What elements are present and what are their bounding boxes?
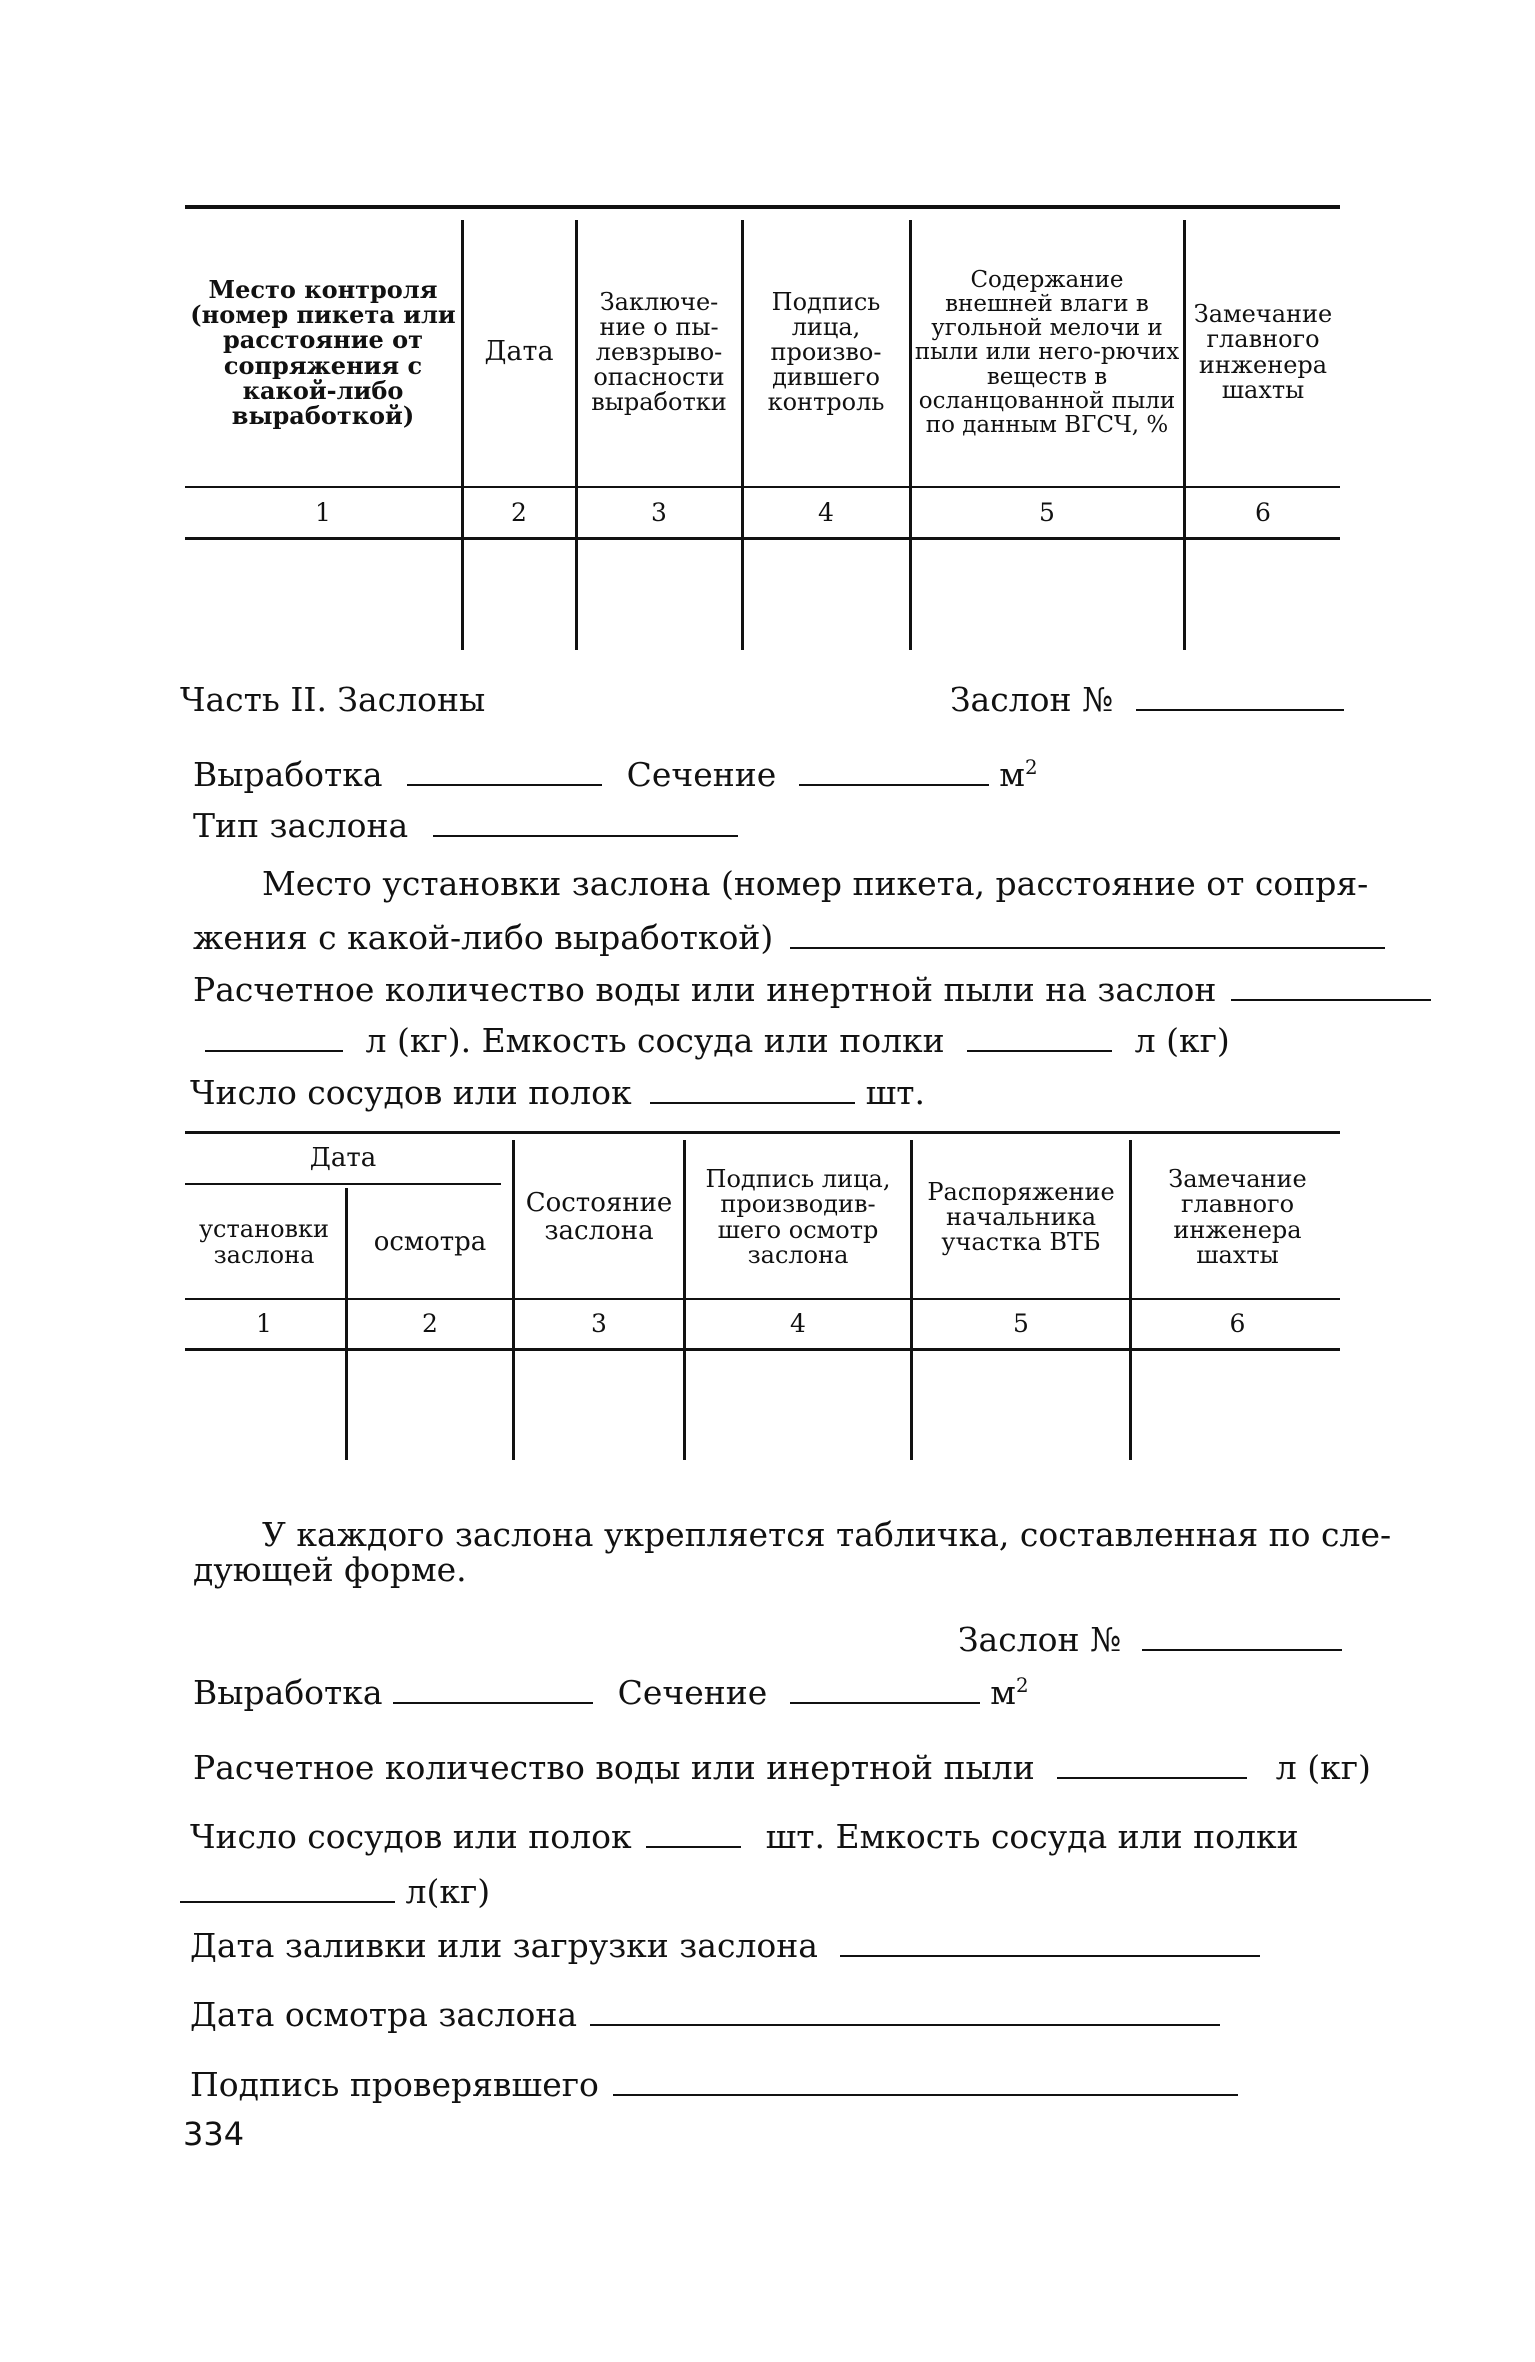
plate-intro-line-1: У каждого заслона укрепляется табличка, составленная по сле-	[262, 1515, 1392, 1554]
plate-vyrabotka-label: Выработка	[193, 1673, 383, 1712]
plate-data-zalivki-label: Дата заливки или загрузки заслона	[190, 1926, 818, 1965]
chislo-line	[190, 1073, 925, 1112]
table-2-column-number: 1	[256, 1308, 272, 1338]
chislo-label: Число сосудов или полок	[190, 1073, 632, 1112]
table-2-column-number: 2	[422, 1308, 438, 1338]
part-title: Часть II. Заслоны	[180, 680, 486, 719]
table-2-number-rule	[185, 1348, 1340, 1351]
zaslon-number-field	[950, 680, 1344, 719]
plate-vyrabotka-blank	[393, 1701, 593, 1704]
plate-raschet-blank	[1057, 1776, 1247, 1779]
page-number: 334	[183, 2115, 245, 2153]
plate-unit-lkg: л (кг)	[1275, 1748, 1371, 1787]
raschet-cont-line	[205, 1021, 1230, 1060]
table-2-column-number: 6	[1229, 1308, 1246, 1338]
raschet-blank	[1231, 998, 1431, 1001]
table-2-column-number: 3	[591, 1308, 607, 1338]
plate-raschet-label: Расчетное количество воды или инертной пыли	[193, 1748, 1035, 1787]
table-2-column-number: 4	[790, 1308, 806, 1338]
plate-zaslon-field	[958, 1620, 1342, 1659]
table-1-header-cell: Содержание внешней влаги в угольной мелочи и пыли или него-рючих веществ в осланцованной пыли по данным ВГСЧ, %	[914, 267, 1180, 438]
zaslon-number-blank	[1136, 708, 1344, 711]
vyrabotka-label: Выработка	[193, 755, 383, 794]
table-1-header-cell: Подпись лица, произво-дившего контроль	[767, 287, 885, 417]
table-2-header-rule	[185, 1298, 1340, 1300]
plate-chislo-unit: шт. Емкость сосуда или полки	[765, 1817, 1299, 1856]
raschet-cont-label: л (кг). Емкость сосуда или полки	[365, 1021, 945, 1060]
plate-vyrabotka-line	[193, 1673, 1029, 1712]
mesto-blank	[790, 946, 1385, 949]
mesto-line-1: Место установки заслона (номер пикета, расстояние от сопря-	[262, 864, 1369, 903]
plate-lkg-compact: л(кг)	[405, 1872, 491, 1911]
plate-data-osmotra-blank	[590, 2023, 1220, 2026]
table-2-header-cell: Замечание главного инженера шахты	[1168, 1165, 1307, 1269]
table-2-column-number: 5	[1013, 1308, 1029, 1338]
tip-blank	[433, 834, 738, 837]
table-1-column-number: 3	[651, 497, 667, 527]
raschet-amount-blank	[205, 1049, 343, 1052]
table-1-column-number: 1	[315, 497, 331, 527]
plate-podpis-label: Подпись проверявшего	[190, 2065, 599, 2104]
vyrabotka-line	[193, 755, 1038, 794]
unit-m2: м	[999, 755, 1025, 794]
table-2-header-cell: Подпись лица, производив-шего осмотр заслона	[705, 1165, 891, 1269]
table-2-top-rule	[185, 1131, 1340, 1134]
table-1-number-rule	[185, 537, 1340, 540]
plate-unit-m2: м	[990, 1673, 1016, 1712]
plate-podpis-line	[190, 2065, 1238, 2104]
table-1-header-cell: Дата	[484, 336, 554, 368]
plate-raschet-line	[193, 1748, 1371, 1787]
plate-chislo-blank	[646, 1845, 741, 1848]
table-2-date-group-header: Дата	[309, 1143, 377, 1174]
plate-data-osmotra-line	[190, 1995, 1220, 2034]
table-1-header-cell: Замечание главного инженера шахты	[1193, 300, 1333, 404]
table-1-column-number: 5	[1039, 497, 1055, 527]
plate-emkost-line	[180, 1872, 490, 1911]
mesto-line-2	[193, 918, 1385, 957]
plate-podpis-blank	[613, 2093, 1238, 2096]
tip-line	[193, 806, 738, 845]
table-2-header-cell: Состояние заслона	[525, 1188, 673, 1246]
unit-lkg: л (кг)	[1134, 1021, 1230, 1060]
table-1-top-rule	[185, 205, 1340, 209]
sechenie-label: Сечение	[626, 755, 777, 794]
vyrabotka-blank	[407, 783, 602, 786]
plate-data-zalivki-line	[190, 1926, 1260, 1965]
table-1-column-number: 6	[1255, 497, 1271, 527]
table-2-header-cell: осмотра	[373, 1226, 487, 1257]
chislo-blank	[650, 1101, 855, 1104]
sechenie-blank	[799, 783, 989, 786]
table-1-column-number: 4	[818, 497, 834, 527]
table-2-date-rule	[185, 1183, 501, 1185]
raschet-label: Расчетное количество воды или инертной пыли на заслон	[193, 970, 1217, 1009]
unit-sht: шт.	[865, 1073, 926, 1112]
emkost-blank	[967, 1049, 1112, 1052]
table-2-header-cell: установки заслона	[198, 1215, 330, 1269]
plate-unit-superscript: 2	[1015, 1674, 1029, 1697]
mesto-label: жения с какой-либо выработкой)	[193, 918, 774, 957]
plate-data-zalivki-blank	[840, 1954, 1260, 1957]
table-1-header-cell: Заключе-ние о пы-левзрыво-опасности выработки	[591, 287, 727, 417]
plate-sechenie-blank	[790, 1701, 980, 1704]
table-1-column-number: 2	[511, 497, 527, 527]
plate-data-osmotra-label: Дата осмотра заслона	[190, 1995, 578, 2034]
plate-zaslon-label: Заслон №	[958, 1620, 1122, 1659]
plate-intro-line-2: дующей форме.	[193, 1550, 467, 1589]
plate-chislo-line	[190, 1817, 1299, 1856]
tip-label: Тип заслона	[193, 806, 409, 845]
table-2-header-cell: Распоряжение начальника участка ВТБ	[927, 1177, 1115, 1257]
unit-superscript: 2	[1024, 756, 1038, 779]
table-1-header-cell: Место контроля (номер пикета или расстояние от сопряжения с какой-либо выработкой)	[190, 274, 456, 430]
plate-chislo-label: Число сосудов или полок	[190, 1817, 632, 1856]
table-1-header-rule	[185, 486, 1340, 488]
plate-emkost-blank	[180, 1900, 395, 1903]
plate-sechenie-label: Сечение	[617, 1673, 768, 1712]
plate-zaslon-blank	[1142, 1648, 1342, 1651]
zaslon-number-label: Заслон №	[950, 680, 1114, 719]
raschet-line	[193, 970, 1431, 1009]
